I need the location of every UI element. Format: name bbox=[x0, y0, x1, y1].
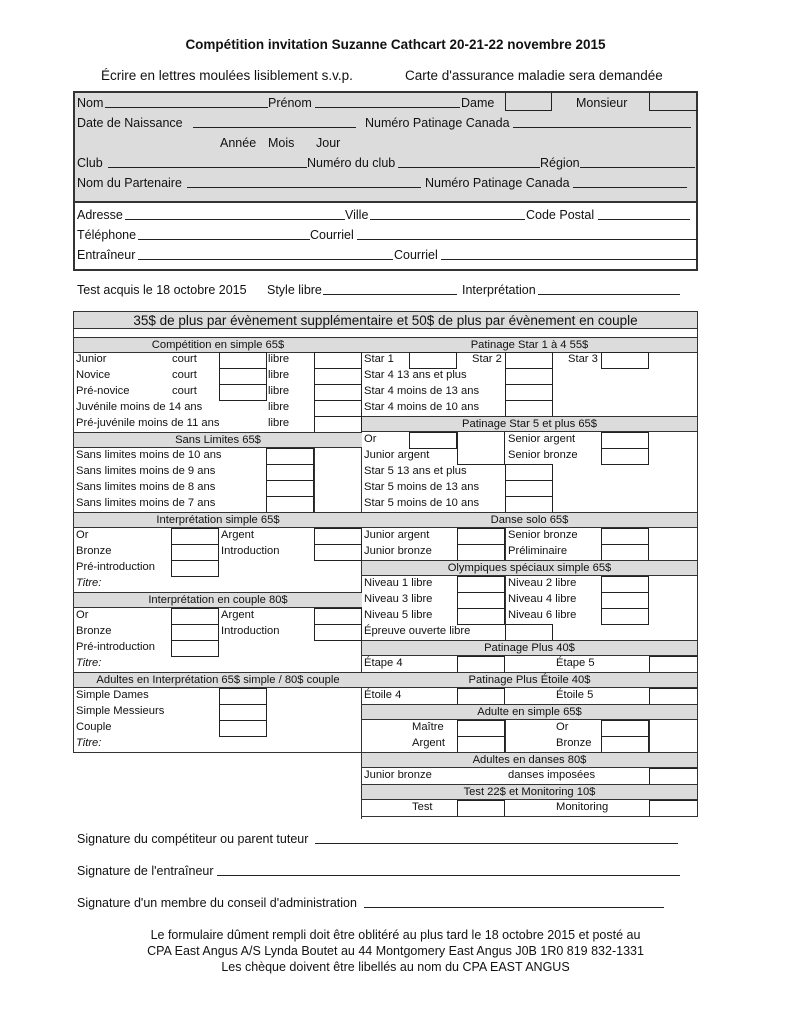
niveau2-label: Niveau 2 libre bbox=[508, 577, 577, 589]
epreuve-ouverte-box[interactable] bbox=[505, 624, 553, 641]
interp-couple-bronze-box[interactable] bbox=[171, 624, 219, 641]
court-label: court bbox=[172, 369, 197, 381]
junior-libre-box[interactable] bbox=[314, 352, 362, 369]
etape4-label: Étape 4 bbox=[364, 657, 403, 669]
bronze-label: Bronze bbox=[556, 737, 592, 749]
jour-label: Jour bbox=[316, 136, 341, 150]
star4-moins-13-box[interactable] bbox=[505, 384, 553, 401]
interp-simple-bronze-box[interactable] bbox=[171, 544, 219, 561]
etape5-box[interactable] bbox=[649, 656, 697, 673]
titre-label: Titre: bbox=[76, 577, 102, 589]
signature-competiteur-label: Signature du compétiteur ou parent tuteur bbox=[77, 832, 309, 846]
interp-couple-pre-intro-box[interactable] bbox=[171, 640, 219, 657]
numero-patinage-2-field[interactable] bbox=[573, 176, 687, 188]
novice-label: Novice bbox=[76, 369, 111, 381]
code-postal-label: Code Postal bbox=[526, 208, 595, 222]
simple-messieurs-label: Simple Messieurs bbox=[76, 705, 165, 717]
niveau6-label: Niveau 6 libre bbox=[508, 609, 577, 621]
star4-moins-13-label: Star 4 moins de 13 ans bbox=[364, 385, 480, 397]
test-acquis-label: Test acquis le 18 octobre 2015 bbox=[77, 283, 247, 297]
novice-court-box[interactable] bbox=[219, 368, 267, 385]
etoile5-label: Étoile 5 bbox=[556, 689, 594, 701]
danses-imposees-box[interactable] bbox=[649, 768, 697, 785]
star3-box[interactable] bbox=[601, 352, 649, 369]
blank-area bbox=[73, 753, 362, 819]
danse-junior-bronze-box[interactable] bbox=[457, 544, 505, 561]
adulte-bronze-box[interactable] bbox=[601, 736, 649, 753]
section-header-simple: Compétition en simple 65$ bbox=[74, 337, 362, 353]
nom-field[interactable] bbox=[105, 96, 268, 108]
introduction-label: Introduction bbox=[221, 545, 280, 557]
star5-or-box[interactable] bbox=[409, 432, 457, 449]
courriel-label: Courriel bbox=[310, 228, 354, 242]
star1-box[interactable] bbox=[409, 352, 457, 369]
sans-limites-9-box[interactable] bbox=[266, 464, 314, 481]
star1-label: Star 1 bbox=[364, 353, 394, 365]
style-libre-field[interactable] bbox=[323, 283, 457, 295]
section-header-adulte-simple: Adulte en simple 65$ bbox=[362, 704, 697, 720]
divider bbox=[505, 720, 506, 753]
star5-senior-argent-box[interactable] bbox=[601, 432, 649, 449]
or-label: Or bbox=[364, 433, 377, 445]
nom-label: Nom bbox=[77, 96, 104, 110]
signature-competiteur bbox=[77, 832, 308, 846]
pre-novice-label: Pré-novice bbox=[76, 385, 130, 397]
danse-junior-argent-box[interactable] bbox=[457, 528, 505, 545]
pre-introduction-label: Pré-introduction bbox=[76, 641, 155, 653]
interp-simple-introduction-box[interactable] bbox=[314, 544, 362, 561]
star4-13-plus-label: Star 4 13 ans et plus bbox=[364, 369, 467, 381]
epreuve-ouverte-label: Épreuve ouverte libre bbox=[364, 625, 471, 637]
junior-argent-label: Junior argent bbox=[364, 529, 430, 541]
libre-label: libre bbox=[268, 385, 290, 397]
sans-limites-8-label: Sans limites moins de 8 ans bbox=[76, 481, 216, 493]
sans-limites-10-box[interactable] bbox=[266, 448, 314, 465]
monitoring-label: Monitoring bbox=[556, 801, 609, 813]
code-postal-field[interactable] bbox=[598, 208, 690, 220]
pre-introduction-label: Pré-introduction bbox=[76, 561, 155, 573]
club-field[interactable] bbox=[108, 156, 307, 168]
star5-moins-10-box[interactable] bbox=[505, 496, 553, 513]
bronze-label: Bronze bbox=[76, 625, 112, 637]
test-box[interactable] bbox=[457, 800, 505, 817]
mois-label: Mois bbox=[268, 136, 295, 150]
courriel-2-label: Courriel bbox=[394, 248, 438, 262]
club-label: Club bbox=[77, 156, 103, 170]
pre-juvenile-libre-box[interactable] bbox=[314, 416, 362, 433]
section-header-interp-simple: Interprétation simple 65$ bbox=[74, 512, 362, 528]
divider bbox=[409, 368, 410, 416]
section-header-patinage-plus: Patinage Plus 40$ bbox=[362, 640, 697, 656]
danses-imposees-label: danses imposées bbox=[508, 769, 596, 781]
numero-club-label: Numéro du club bbox=[307, 156, 396, 170]
adresse-label: Adresse bbox=[77, 208, 123, 222]
star5-moins-13-box[interactable] bbox=[505, 480, 553, 497]
signature-conseil-field[interactable] bbox=[364, 896, 664, 908]
adulte-argent-box[interactable] bbox=[457, 736, 505, 753]
ville-field[interactable] bbox=[370, 208, 525, 220]
pre-novice-libre-box[interactable] bbox=[314, 384, 362, 401]
signature-conseil-label: Signature d'un membre du conseil d'administration bbox=[77, 896, 357, 910]
identity-section bbox=[73, 91, 698, 271]
adulte-or-box[interactable] bbox=[601, 720, 649, 737]
maitre-box[interactable] bbox=[457, 720, 505, 737]
interp-couple-introduction-box[interactable] bbox=[314, 624, 362, 641]
sans-limites-9-label: Sans limites moins de 9 ans bbox=[76, 465, 216, 477]
section-header-test-monitoring: Test 22$ et Monitoring 10$ bbox=[362, 784, 697, 800]
telephone-label: Téléphone bbox=[77, 228, 137, 242]
adresse-field[interactable] bbox=[125, 208, 345, 220]
sans-limites-7-box[interactable] bbox=[266, 496, 314, 513]
etoile4-box[interactable] bbox=[457, 688, 505, 705]
argent-label: Argent bbox=[412, 737, 445, 749]
section-header-star-5: Patinage Star 5 et plus 65$ bbox=[362, 416, 697, 432]
niveau2-box[interactable] bbox=[601, 576, 649, 593]
court-label: court bbox=[172, 353, 197, 365]
partenaire-label: Nom du Partenaire bbox=[77, 176, 182, 190]
prenom-label: Prénom bbox=[268, 96, 312, 110]
interp-couple-argent-box[interactable] bbox=[314, 608, 362, 625]
sans-limites-8-box[interactable] bbox=[266, 480, 314, 497]
niveau4-label: Niveau 4 libre bbox=[508, 593, 577, 605]
junior-court-box[interactable] bbox=[219, 352, 267, 369]
footer-line-2: CPA East Angus A/S Lynda Boutet au 44 Montgomery East Angus J0B 1R0 819 832-1331 bbox=[147, 944, 644, 958]
date-naissance-label: Date de Naissance bbox=[77, 116, 183, 130]
signature-entraineur-field[interactable] bbox=[217, 864, 680, 876]
argent-label: Argent bbox=[221, 609, 254, 621]
star4-moins-10-label: Star 4 moins de 10 ans bbox=[364, 401, 480, 413]
annee-label: Année bbox=[220, 136, 257, 150]
simple-dames-box[interactable] bbox=[219, 688, 267, 705]
monitoring-box[interactable] bbox=[649, 800, 697, 817]
pre-novice-court-box[interactable] bbox=[219, 384, 267, 401]
interpretation-field[interactable] bbox=[538, 283, 680, 295]
test-label: Test bbox=[412, 801, 433, 813]
or-label: Or bbox=[76, 609, 89, 621]
star5-13-plus-box[interactable] bbox=[505, 464, 553, 481]
partenaire-field[interactable] bbox=[187, 176, 421, 188]
date-naissance-field[interactable] bbox=[193, 116, 356, 128]
section-header-adultes-danses: Adultes en danses 80$ bbox=[362, 752, 697, 768]
etoile5-box[interactable] bbox=[649, 688, 697, 705]
sans-limites-10-label: Sans limites moins de 10 ans bbox=[76, 449, 222, 461]
libre-label: libre bbox=[268, 353, 290, 365]
star5-junior-argent-box[interactable] bbox=[457, 432, 505, 465]
signature-entraineur bbox=[77, 864, 214, 878]
preliminaire-label: Préliminaire bbox=[508, 545, 568, 557]
signature-competiteur-field[interactable] bbox=[315, 832, 678, 844]
signature-conseil bbox=[77, 896, 357, 910]
juvenile-label: Juvénile moins de 14 ans bbox=[76, 401, 203, 413]
niveau3-label: Niveau 3 libre bbox=[364, 593, 433, 605]
ville-label: Ville bbox=[345, 208, 369, 222]
star5-moins-13-label: Star 5 moins de 13 ans bbox=[364, 481, 480, 493]
niveau6-box[interactable] bbox=[601, 608, 649, 625]
or-label: Or bbox=[76, 529, 89, 541]
star4-moins-10-box[interactable] bbox=[505, 400, 553, 417]
novice-libre-box[interactable] bbox=[314, 368, 362, 385]
libre-label: libre bbox=[268, 417, 290, 429]
star4-13-plus-box[interactable] bbox=[505, 368, 553, 385]
numero-patinage-field[interactable] bbox=[513, 116, 691, 128]
introduction-label: Introduction bbox=[221, 625, 280, 637]
titre-label: Titre: bbox=[76, 657, 102, 669]
danse-senior-bronze-box[interactable] bbox=[601, 528, 649, 545]
numero-patinage-label: Numéro Patinage Canada bbox=[365, 116, 510, 130]
courriel-2-field[interactable] bbox=[441, 248, 697, 260]
divider bbox=[505, 576, 506, 625]
interp-simple-or-box[interactable] bbox=[171, 528, 219, 545]
etape4-box[interactable] bbox=[457, 656, 505, 673]
etoile4-label: Étoile 4 bbox=[364, 689, 402, 701]
prenom-field[interactable] bbox=[315, 96, 460, 108]
instruction-text: Écrire en lettres moulées lisiblement s.v.p. bbox=[101, 68, 353, 83]
junior-bronze-label: Junior bronze bbox=[364, 545, 432, 557]
senior-bronze-label: Senior bronze bbox=[508, 449, 578, 461]
simple-dames-label: Simple Dames bbox=[76, 689, 149, 701]
or-label: Or bbox=[556, 721, 569, 733]
argent-label: Argent bbox=[221, 529, 254, 541]
interp-simple-argent-box[interactable] bbox=[314, 528, 362, 545]
court-label: court bbox=[172, 385, 197, 397]
junior-label: Junior bbox=[76, 353, 107, 365]
events-grid bbox=[73, 311, 698, 817]
monsieur-label: Monsieur bbox=[576, 96, 628, 110]
niveau1-box[interactable] bbox=[457, 576, 505, 593]
sans-limites-7-label: Sans limites moins de 7 ans bbox=[76, 497, 216, 509]
section-header-adultes-interp: Adultes en Interprétation 65$ simple / 80$ couple bbox=[74, 672, 362, 688]
niveau1-label: Niveau 1 libre bbox=[364, 577, 433, 589]
niveau5-label: Niveau 5 libre bbox=[364, 609, 433, 621]
interpretation-label: Interprétation bbox=[462, 283, 536, 297]
pricing-banner: 35$ de plus par évènement supplémentaire et 50$ de plus par évènement en couple bbox=[74, 312, 697, 329]
libre-label: libre bbox=[268, 369, 290, 381]
niveau3-box[interactable] bbox=[457, 592, 505, 609]
telephone-field[interactable] bbox=[138, 228, 310, 240]
junior-bronze-label: Junior bronze bbox=[364, 769, 432, 781]
couple-box[interactable] bbox=[219, 720, 267, 737]
star5-senior-bronze-box[interactable] bbox=[601, 448, 649, 465]
section-header-olympiques: Olympiques spéciaux simple 65$ bbox=[362, 560, 697, 576]
numero-club-field[interactable] bbox=[398, 156, 540, 168]
pre-juvenile-label: Pré-juvénile moins de 11 ans bbox=[76, 417, 220, 429]
entraineur-field[interactable] bbox=[138, 248, 393, 260]
star2-label: Star 2 bbox=[472, 353, 502, 365]
style-libre-label: Style libre bbox=[267, 283, 322, 297]
monsieur-checkbox[interactable] bbox=[649, 93, 698, 111]
star2-box[interactable] bbox=[505, 352, 553, 369]
bronze-label: Bronze bbox=[76, 545, 112, 557]
section-header-star-1-4: Patinage Star 1 à 4 55$ bbox=[362, 337, 697, 353]
divider bbox=[505, 528, 506, 561]
etape5-label: Étape 5 bbox=[556, 657, 595, 669]
footer-line-3: Les chèque doivent être libellés au nom du CPA EAST ANGUS bbox=[221, 960, 570, 974]
juvenile-libre-box[interactable] bbox=[314, 400, 362, 417]
couple-label: Couple bbox=[76, 721, 112, 733]
senior-argent-label: Senior argent bbox=[508, 433, 576, 445]
danse-preliminaire-box[interactable] bbox=[601, 544, 649, 561]
section-header-interp-couple: Interprétation en couple 80$ bbox=[74, 592, 362, 608]
region-field[interactable] bbox=[580, 156, 695, 168]
star3-label: Star 3 bbox=[568, 353, 598, 365]
health-card-note: Carte d'assurance maladie sera demandée bbox=[405, 68, 663, 83]
dame-checkbox[interactable] bbox=[505, 93, 552, 111]
numero-patinage-2-label: Numéro Patinage Canada bbox=[425, 176, 570, 190]
simple-messieurs-box[interactable] bbox=[219, 704, 267, 721]
star5-13-plus-label: Star 5 13 ans et plus bbox=[364, 465, 467, 477]
dame-label: Dame bbox=[461, 96, 495, 110]
region-label: Région bbox=[540, 156, 580, 170]
libre-label: libre bbox=[268, 401, 290, 413]
section-header-danse-solo: Danse solo 65$ bbox=[362, 512, 697, 528]
interp-simple-pre-intro-box[interactable] bbox=[171, 560, 219, 577]
maitre-label: Maître bbox=[412, 721, 444, 733]
titre-label: Titre: bbox=[76, 737, 102, 749]
form-title: Compétition invitation Suzanne Cathcart 20-21-22 novembre 2015 bbox=[185, 37, 606, 52]
divider bbox=[362, 816, 697, 817]
entraineur-label: Entraîneur bbox=[77, 248, 136, 262]
footer-line-1: Le formulaire dûment rempli doit être oblitéré au plus tard le 18 octobre 2015 et posté au bbox=[150, 928, 641, 942]
divider bbox=[649, 720, 650, 753]
niveau5-box[interactable] bbox=[457, 608, 505, 625]
section-header-patinage-plus-etoile: Patinage Plus Étoile 40$ bbox=[362, 672, 697, 688]
courriel-field[interactable] bbox=[357, 228, 697, 240]
interp-couple-or-box[interactable] bbox=[171, 608, 219, 625]
junior-argent-label: Junior argent bbox=[364, 449, 430, 461]
signature-entraineur-label: Signature de l'entraîneur bbox=[77, 864, 214, 878]
star5-moins-10-label: Star 5 moins de 10 ans bbox=[364, 497, 480, 509]
niveau4-box[interactable] bbox=[601, 592, 649, 609]
divider bbox=[314, 448, 315, 512]
section-header-sans-limites: Sans Limites 65$ bbox=[74, 432, 362, 448]
senior-bronze-label: Senior bronze bbox=[508, 529, 578, 541]
